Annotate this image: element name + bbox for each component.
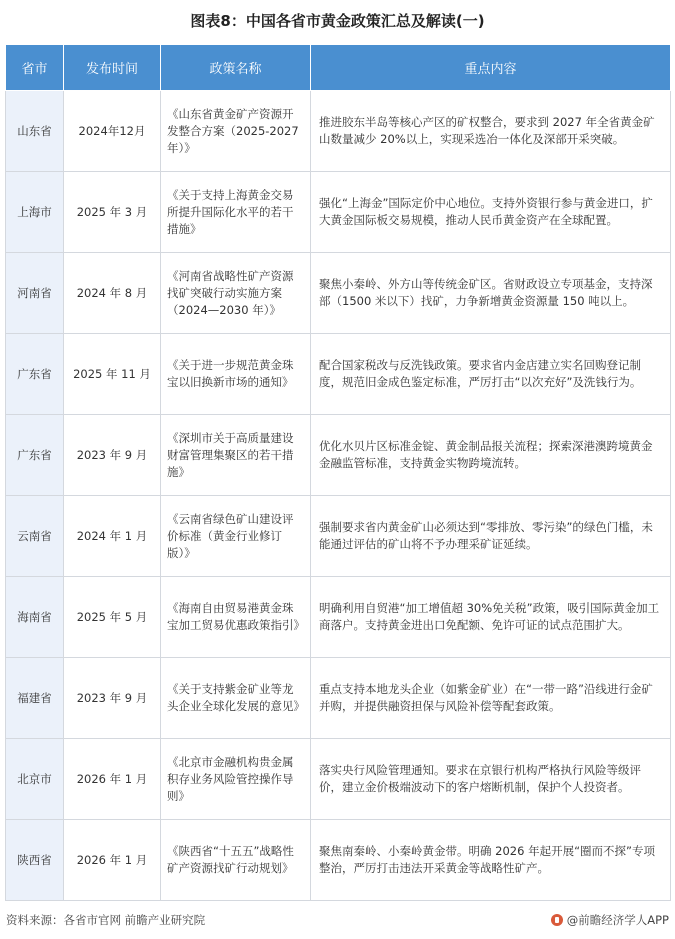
- header-key-content: 重点内容: [311, 45, 671, 91]
- cell-policy-name: 《深圳市关于高质量建设财富管理集聚区的若干措施》: [161, 415, 311, 496]
- cell-province: 福建省: [6, 658, 64, 739]
- cell-policy-name: 《陕西省“十五五”战略性矿产资源找矿行动规划》: [161, 820, 311, 901]
- cell-province: 山东省: [6, 91, 64, 172]
- cell-province: 陕西省: [6, 820, 64, 901]
- cell-key-content: 明确利用自贸港“加工增值超 30%免关税”政策，吸引国际黄金加工商落户。支持黄金进出口免配额、免许可证的试点范围扩大。: [311, 577, 671, 658]
- table-row: [6, 253, 671, 334]
- cell-key-content: 优化水贝片区标准金锭、黄金制品报关流程；探索深港澳跨境黄金金融监管标准，支持黄金实物跨境流转。: [311, 415, 671, 496]
- cell-province: 云南省: [6, 496, 64, 577]
- cell-province: 北京市: [6, 739, 64, 820]
- table-row: [6, 334, 671, 415]
- cell-date: 2024年12月: [64, 91, 161, 172]
- brand-label: @前瞻经济学人APP: [566, 913, 669, 927]
- table-row: [6, 91, 671, 172]
- cell-key-content: 推进胶东半岛等核心产区的矿权整合，要求到 2027 年全省黄金矿山数量减少 20%以上，实现采选冶一体化及深部开采突破。: [311, 91, 671, 172]
- cell-policy-name: 《海南自由贸易港黄金珠宝加工贸易优惠政策指引》: [161, 577, 311, 658]
- table-header-row: [6, 45, 671, 91]
- table-row: [6, 820, 671, 901]
- brand-mark: [551, 912, 669, 928]
- figure-title: 图表8：中国各省市黄金政策汇总及解读(一): [190, 12, 485, 30]
- cell-date: 2023 年 9 月: [64, 658, 161, 739]
- cell-policy-name: 《关于支持紫金矿业等龙头企业全球化发展的意见》: [161, 658, 311, 739]
- cell-key-content: 强制要求省内黄金矿山必须达到“零排放、零污染”的绿色门槛，未能通过评估的矿山将不予办理采矿证延续。: [311, 496, 671, 577]
- cell-key-content: 落实央行风险管理通知。要求在京银行机构严格执行风险等级评价，建立金价极端波动下的客户熔断机制，保护个人投资者。: [311, 739, 671, 820]
- cell-key-content: 聚焦小秦岭、外方山等传统金矿区。省财政设立专项基金，支持深部（1500 米以下）找矿，力争新增黄金资源量 150 吨以上。: [311, 253, 671, 334]
- cell-key-content: 强化“上海金”国际定价中心地位。支持外资银行参与黄金进口，扩大黄金国际板交易规模，推动人民币黄金资产在全球配置。: [311, 172, 671, 253]
- cell-key-content: 聚焦南秦岭、小秦岭黄金带。明确 2026 年起开展“圈而不探”专项整治，严厉打击违法开采黄金等战略性矿产。: [311, 820, 671, 901]
- table-row: [6, 172, 671, 253]
- cell-policy-name: 《北京市金融机构贵金属积存业务风险管控操作导则》: [161, 739, 311, 820]
- cell-policy-name: 《河南省战略性矿产资源找矿突破行动实施方案（2024—2030 年）》: [161, 253, 311, 334]
- cell-province: 河南省: [6, 253, 64, 334]
- table-row: [6, 658, 671, 739]
- cell-key-content: 重点支持本地龙头企业（如紫金矿业）在“一带一路”沿线进行金矿并购，并提供融资担保与风险补偿等配套政策。: [311, 658, 671, 739]
- cell-policy-name: 《关于支持上海黄金交易所提升国际化水平的若干措施》: [161, 172, 311, 253]
- cell-province: 广东省: [6, 334, 64, 415]
- cell-policy-name: 《山东省黄金矿产资源开发整合方案（2025-2027年）》: [161, 91, 311, 172]
- source-note: 资料来源：各省市官网 前瞻产业研究院: [6, 913, 206, 927]
- cell-policy-name: 《关于进一步规范黄金珠宝以旧换新市场的通知》: [161, 334, 311, 415]
- header-policy-name: 政策名称: [161, 45, 311, 91]
- policy-table: [5, 44, 671, 901]
- cell-province: 上海市: [6, 172, 64, 253]
- cell-policy-name: 《云南省绿色矿山建设评价标准（黄金行业修订版）》: [161, 496, 311, 577]
- cell-date: 2026 年 1 月: [64, 820, 161, 901]
- cell-province: 海南省: [6, 577, 64, 658]
- cell-date: 2026 年 1 月: [64, 739, 161, 820]
- cell-date: 2025 年 5 月: [64, 577, 161, 658]
- header-province: 省市: [6, 45, 64, 91]
- table-row: [6, 496, 671, 577]
- cell-date: 2025 年 3 月: [64, 172, 161, 253]
- cell-province: 广东省: [6, 415, 64, 496]
- header-date: 发布时间: [64, 45, 161, 91]
- cell-key-content: 配合国家税改与反洗钱政策。要求省内金店建立实名回购登记制度，规范旧金成色鉴定标准，严厉打击“以次充好”及洗钱行为。: [311, 334, 671, 415]
- qianzhan-logo-icon: [551, 914, 563, 926]
- table-row: [6, 739, 671, 820]
- table-row: [6, 415, 671, 496]
- footer: [0, 908, 675, 932]
- table-row: [6, 577, 671, 658]
- cell-date: 2025 年 11 月: [64, 334, 161, 415]
- cell-date: 2024 年 8 月: [64, 253, 161, 334]
- cell-date: 2023 年 9 月: [64, 415, 161, 496]
- cell-date: 2024 年 1 月: [64, 496, 161, 577]
